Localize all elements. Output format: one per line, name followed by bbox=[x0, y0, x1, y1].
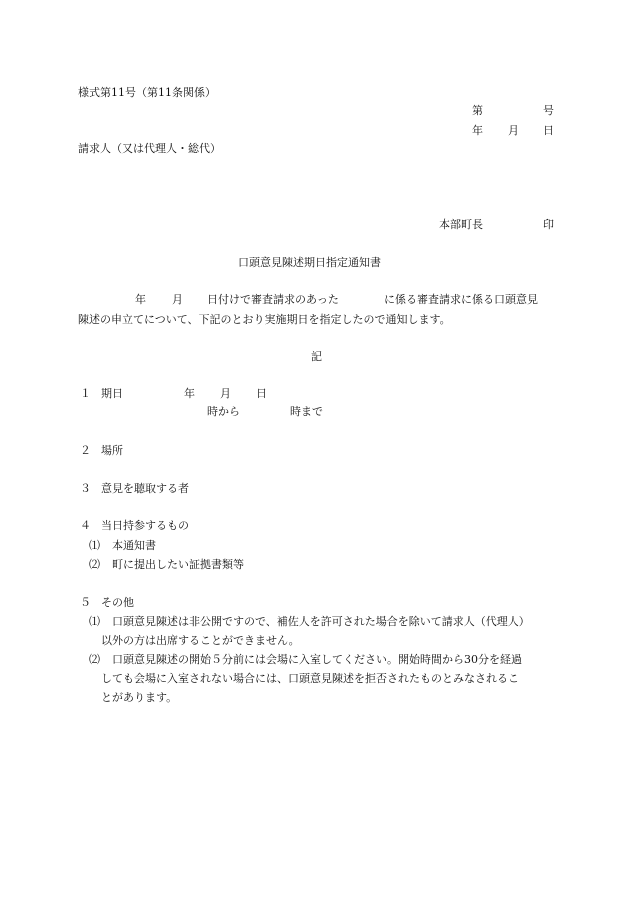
item-5-sub-1-line-1: 口頭意見陳述は非公開ですので、補佐人を許可された場合を除いて請求人（代理人） bbox=[112, 615, 530, 628]
date-day: 日 bbox=[543, 124, 554, 137]
form-header: 様式第11号（第11条関係） bbox=[78, 86, 216, 99]
ki-marker: 記 bbox=[311, 350, 322, 363]
item-4-sub-1-number: ⑴ bbox=[89, 539, 100, 552]
doc-number-dai: 第 bbox=[472, 104, 483, 117]
intro-year: 年 bbox=[135, 293, 146, 306]
intro-tail: に係る審査請求に係る口頭意見 bbox=[384, 293, 538, 306]
item-1-year: 年 bbox=[184, 387, 195, 400]
item-1-month: 月 bbox=[220, 387, 231, 400]
item-4-sub-2-text: 町に提出したい証拠書類等 bbox=[112, 558, 244, 571]
item-1-from: 時から bbox=[207, 405, 240, 418]
item-3-label: 意見を聴取する者 bbox=[101, 482, 189, 495]
document-title: 口頭意見陳述期日指定通知書 bbox=[238, 256, 381, 269]
date-year: 年 bbox=[472, 124, 483, 137]
issuer-name: 本部町長 bbox=[439, 218, 483, 231]
intro-date-suffix: 日付けで審査請求のあった bbox=[207, 293, 339, 306]
item-4-sub-1-text: 本通知書 bbox=[112, 539, 156, 552]
item-4-label: 当日持参するもの bbox=[101, 519, 189, 532]
intro-month: 月 bbox=[172, 293, 183, 306]
item-1-label: 期日 bbox=[101, 387, 123, 400]
date-month: 月 bbox=[508, 124, 519, 137]
requester: 請求人（又は代理人・総代） bbox=[78, 142, 221, 155]
item-1-to: 時まで bbox=[290, 405, 323, 418]
item-5-sub-2-line-2: しても会場に入室されない場合には、口頭意見陳述を拒否されたものとみなされるこ bbox=[101, 672, 519, 685]
doc-number-go: 号 bbox=[543, 104, 554, 117]
item-5-sub-2-line-3: とがあります。 bbox=[101, 691, 178, 704]
item-1-number: １ bbox=[80, 387, 91, 400]
item-2-number: ２ bbox=[80, 444, 91, 457]
item-5-sub-1-number: ⑴ bbox=[89, 615, 100, 628]
seal-mark: 印 bbox=[543, 218, 554, 231]
item-5-sub-2-number: ⑵ bbox=[89, 653, 100, 666]
intro-line2: 陳述の申立てについて、下記のとおり実施期日を指定したので通知します。 bbox=[78, 313, 451, 326]
item-4-number: ４ bbox=[80, 519, 91, 532]
item-3-number: ３ bbox=[80, 482, 91, 495]
item-5-sub-2-line-1: 口頭意見陳述の開始５分前には会場に入室してください。開始時間から30分を経過 bbox=[112, 653, 522, 666]
item-5-number: ５ bbox=[80, 596, 91, 609]
item-2-label: 場所 bbox=[101, 444, 123, 457]
item-1-day: 日 bbox=[256, 387, 267, 400]
item-4-sub-2-number: ⑵ bbox=[89, 558, 100, 571]
item-5-label: その他 bbox=[101, 596, 134, 609]
item-5-sub-1-line-2: 以外の方は出席することができません。 bbox=[101, 634, 300, 647]
